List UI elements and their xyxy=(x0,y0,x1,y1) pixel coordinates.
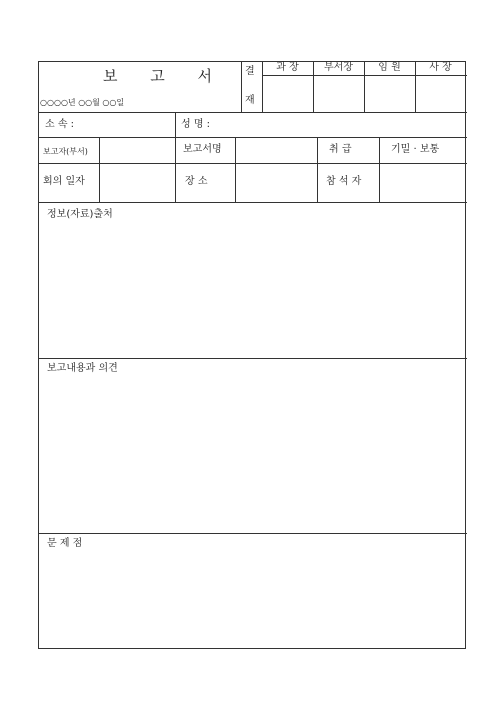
divider-after-meeting xyxy=(39,202,467,203)
approval-col-dept-head: 부서장 xyxy=(324,62,353,73)
date-line: ○○○○년 ○○월 ○○일 xyxy=(40,98,125,107)
source-area[interactable] xyxy=(40,224,466,357)
attendees-field[interactable] xyxy=(380,164,466,202)
content-area[interactable] xyxy=(40,378,466,532)
approval-sign-executive[interactable] xyxy=(365,76,415,112)
affiliation-field[interactable] xyxy=(89,113,174,137)
divider-after-source xyxy=(39,358,467,359)
approval-col-manager: 과 장 xyxy=(276,62,299,73)
approval-label-bottom: 재 xyxy=(245,95,255,106)
reporter-col-divider-2 xyxy=(175,137,176,202)
approval-left-border xyxy=(241,62,242,112)
divider-after-content xyxy=(39,533,467,534)
reporter-dept-field[interactable] xyxy=(100,138,175,163)
name-field[interactable] xyxy=(224,113,466,137)
reporter-dept-label: 보고자(부서) xyxy=(43,147,88,156)
approval-sign-dept-head[interactable] xyxy=(314,76,364,112)
problem-label: 문 제 점 xyxy=(47,538,83,549)
attendees-label: 참 석 자 xyxy=(326,176,362,187)
problem-area[interactable] xyxy=(40,553,466,648)
source-label: 정보(자료)출처 xyxy=(47,209,113,220)
place-field[interactable] xyxy=(236,164,317,202)
handling-label: 취 급 xyxy=(329,144,352,155)
name-label: 성 명 : xyxy=(181,119,211,130)
handling-value[interactable]: 기밀 · 보통 xyxy=(391,144,440,155)
form-title: 보 고 서 xyxy=(103,67,227,85)
affiliation-label: 소 속 : xyxy=(45,119,75,130)
report-name-field[interactable] xyxy=(236,138,317,163)
approval-sign-manager[interactable] xyxy=(263,76,313,112)
meeting-date-label: 회의 일자 xyxy=(43,176,85,187)
content-label: 보고내용과 의견 xyxy=(47,363,118,374)
reporter-col-divider-4 xyxy=(317,137,318,202)
meeting-date-field[interactable] xyxy=(100,164,175,202)
place-label: 장 소 xyxy=(185,176,208,187)
affiliation-name-divider xyxy=(175,112,176,137)
approval-sign-president[interactable] xyxy=(416,76,466,112)
approval-label-top: 결 xyxy=(245,66,255,77)
report-name-label: 보고서명 xyxy=(183,144,222,155)
approval-col-executive: 임 원 xyxy=(378,62,401,73)
report-form xyxy=(38,61,466,649)
approval-col-president: 사 장 xyxy=(429,62,452,73)
